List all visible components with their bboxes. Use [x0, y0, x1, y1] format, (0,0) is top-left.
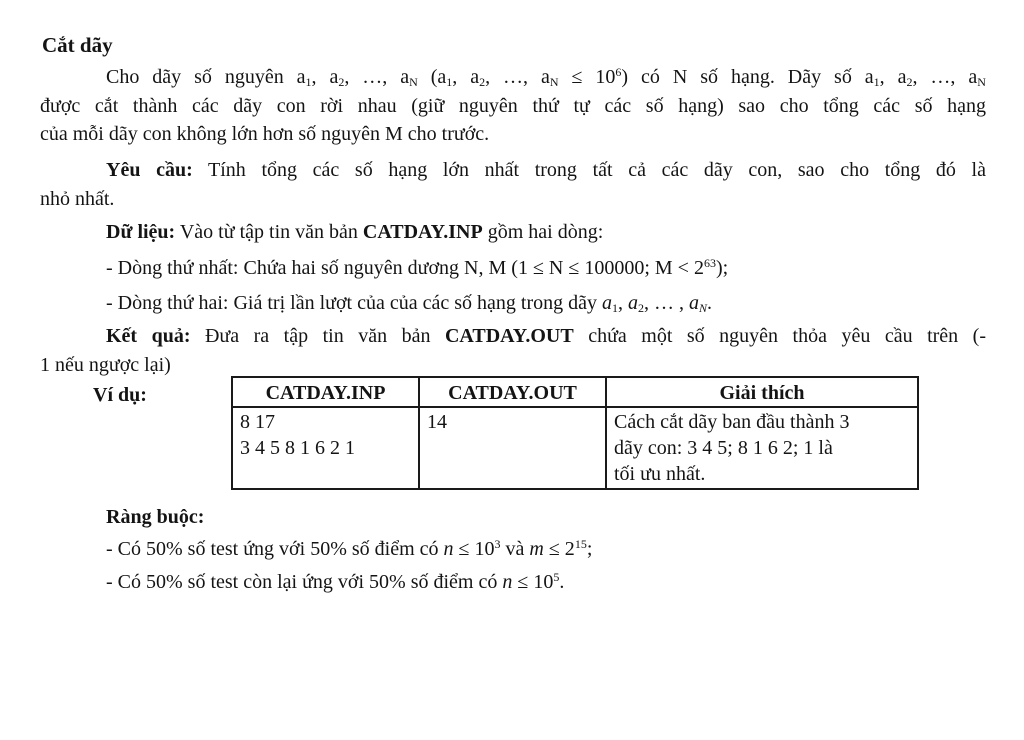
input-filename: CATDAY.INP	[362, 221, 483, 243]
constraint-2: - Có 50% số test còn lại ứng với 50% số điểm có $n \le 10^5$.	[106, 570, 565, 593]
output-filename: CATDAY.OUT	[444, 325, 574, 347]
input-line: 3 4 5 8 1 6 2 1	[240, 437, 355, 459]
example-header-row	[232, 377, 918, 407]
example-data-row	[232, 407, 918, 489]
header-input: CATDAY.INP	[232, 377, 419, 407]
requirement-label: Yêu cầu:	[106, 159, 193, 181]
example-table	[231, 376, 919, 490]
input-spec-line: Dữ liệu: Vào từ tập tin văn bản CATDAY.INP gồm hai dòng:	[106, 221, 604, 243]
input-label: Dữ liệu:	[106, 221, 176, 243]
requirement-line-1: Yêu cầu: Tính tổng các số hạng lớn nhất trong tất cả các dãy con, sao cho tổng đó là	[106, 159, 986, 181]
input-spec-line-2: - Dòng thứ hai: Giá trị lần lượt của của các số hạng trong dãy $a_1$, $a_2$, … , $a_N$.	[106, 292, 713, 315]
explanation-line: Cách cắt dãy ban đầu thành 3	[614, 411, 850, 433]
cell-output	[419, 407, 606, 489]
header-output: CATDAY.OUT	[419, 377, 606, 407]
intro-line-2: được cắt thành các dãy con rời nhau (giữ nguyên thứ tự các số hạng) sao cho tổng các số hạng	[40, 95, 986, 117]
cell-explanation	[606, 407, 918, 489]
output-line: 14	[427, 411, 447, 433]
explanation-line: tối ưu nhất.	[614, 463, 706, 485]
intro-line-3: của mỗi dãy con không lớn hơn số nguyên M cho trước.	[40, 123, 490, 145]
output-spec-line-2: 1 nếu ngược lại)	[40, 354, 171, 376]
page-title: Cắt dãy	[42, 33, 113, 57]
constraint-1: - Có 50% số test ứng với 50% số điểm có $n \le 10^3$ và $m \le 2^{15}$;	[106, 537, 593, 560]
requirement-line-2: nhỏ nhất.	[40, 188, 115, 210]
header-explanation: Giải thích	[606, 377, 918, 407]
output-spec-line-1: Kết quả: Đưa ra tập tin văn bản CATDAY.OUT chứa một số nguyên thỏa yêu cầu trên (-	[106, 325, 986, 347]
output-label: Kết quả:	[106, 325, 191, 347]
cell-input	[232, 407, 419, 489]
example-label: Ví dụ:	[93, 384, 147, 406]
input-spec-line-1: - Dòng thứ nhất: Chứa hai số nguyên dương N, M (1 ≤ N ≤ 100000; $M < 2^{63}$);	[106, 256, 729, 279]
input-line: 8 17	[240, 411, 275, 433]
constraints-label: Ràng buộc:	[106, 506, 205, 528]
explanation-line: dãy con: 3 4 5; 8 1 6 2; 1 là	[614, 437, 833, 459]
intro-line-1: Cho dãy số nguyên $a_1$, $a_2$, …, $a_N$ ($a_1$, $a_2$, …, $a_N \le 10^6$) có N số hạng. Dãy số $a_1$, $a_2$, …, $a_N$	[106, 65, 986, 89]
